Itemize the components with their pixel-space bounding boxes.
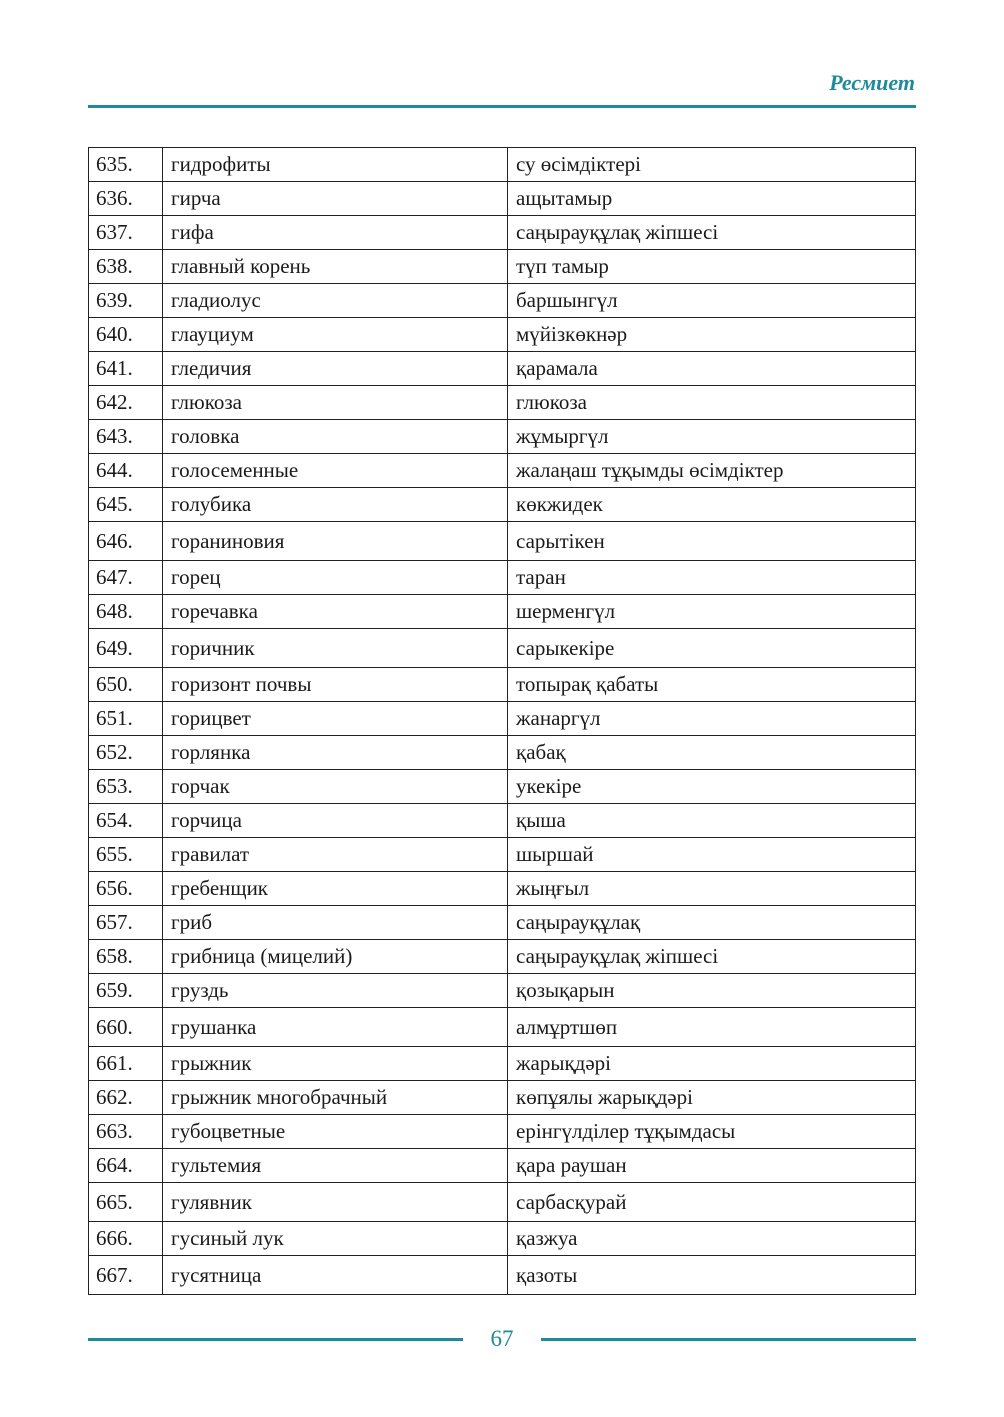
table-row xyxy=(89,420,916,454)
kazakh-term-cell: қарамала xyxy=(508,352,916,386)
kazakh-term-cell: сарытікен xyxy=(508,522,916,561)
russian-term-cell: голосеменные xyxy=(163,454,508,488)
russian-term-cell: горечавка xyxy=(163,595,508,629)
kazakh-term-cell: жанаргүл xyxy=(508,702,916,736)
kazakh-term-cell: шыршай xyxy=(508,838,916,872)
term-number-cell: 638. xyxy=(89,250,163,284)
term-number-cell: 647. xyxy=(89,561,163,595)
russian-term-cell: губоцветные xyxy=(163,1115,508,1149)
russian-term-cell: гравилат xyxy=(163,838,508,872)
term-number-cell: 667. xyxy=(89,1256,163,1295)
kazakh-term-cell: түп тамыр xyxy=(508,250,916,284)
page-number: 67 xyxy=(490,1326,514,1351)
table-row xyxy=(89,561,916,595)
table-row xyxy=(89,872,916,906)
russian-term-cell: гриб xyxy=(163,906,508,940)
russian-term-cell: гладиолус xyxy=(163,284,508,318)
russian-term-cell: грушанка xyxy=(163,1008,508,1047)
russian-term-cell: гультемия xyxy=(163,1149,508,1183)
glossary-table xyxy=(88,147,916,1295)
table-row xyxy=(89,906,916,940)
term-number-cell: 646. xyxy=(89,522,163,561)
kazakh-term-cell: баршынгүл xyxy=(508,284,916,318)
russian-term-cell: гулявник xyxy=(163,1183,508,1222)
term-number-cell: 658. xyxy=(89,940,163,974)
header-divider xyxy=(88,105,916,108)
term-number-cell: 661. xyxy=(89,1047,163,1081)
term-number-cell: 657. xyxy=(89,906,163,940)
term-number-cell: 660. xyxy=(89,1008,163,1047)
russian-term-cell: горицвет xyxy=(163,702,508,736)
table-row xyxy=(89,838,916,872)
kazakh-term-cell: алмұртшөп xyxy=(508,1008,916,1047)
kazakh-term-cell: саңырауқұлақ жіпшесі xyxy=(508,216,916,250)
table-row xyxy=(89,940,916,974)
kazakh-term-cell: мүйізкөкнәр xyxy=(508,318,916,352)
russian-term-cell: грыжник многобрачный xyxy=(163,1081,508,1115)
russian-term-cell: гидрофиты xyxy=(163,148,508,182)
kazakh-term-cell: қазоты xyxy=(508,1256,916,1295)
table-row xyxy=(89,702,916,736)
kazakh-term-cell: глюкоза xyxy=(508,386,916,420)
term-number-cell: 639. xyxy=(89,284,163,318)
term-number-cell: 636. xyxy=(89,182,163,216)
table-row xyxy=(89,1256,916,1295)
russian-term-cell: гирча xyxy=(163,182,508,216)
russian-term-cell: гусятница xyxy=(163,1256,508,1295)
russian-term-cell: главный корень xyxy=(163,250,508,284)
kazakh-term-cell: сарбасқурай xyxy=(508,1183,916,1222)
russian-term-cell: головка xyxy=(163,420,508,454)
term-number-cell: 635. xyxy=(89,148,163,182)
term-number-cell: 654. xyxy=(89,804,163,838)
term-number-cell: 655. xyxy=(89,838,163,872)
table-row xyxy=(89,770,916,804)
kazakh-term-cell: жалаңаш тұқымды өсімдіктер xyxy=(508,454,916,488)
term-number-cell: 643. xyxy=(89,420,163,454)
table-row xyxy=(89,736,916,770)
kazakh-term-cell: ерінгүлділер тұқымдасы xyxy=(508,1115,916,1149)
kazakh-term-cell: топырақ қабаты xyxy=(508,668,916,702)
footer-divider-right xyxy=(541,1338,916,1341)
term-number-cell: 645. xyxy=(89,488,163,522)
table-row xyxy=(89,629,916,668)
russian-term-cell: глюкоза xyxy=(163,386,508,420)
table-row xyxy=(89,488,916,522)
russian-term-cell: горчак xyxy=(163,770,508,804)
table-row xyxy=(89,284,916,318)
kazakh-term-cell: көпұялы жарықдәрі xyxy=(508,1081,916,1115)
russian-term-cell: гусиный лук xyxy=(163,1222,508,1256)
term-number-cell: 665. xyxy=(89,1183,163,1222)
russian-term-cell: грибница (мицелий) xyxy=(163,940,508,974)
russian-term-cell: грыжник xyxy=(163,1047,508,1081)
running-header-title: Ресмиет xyxy=(829,70,915,95)
kazakh-term-cell: укекіре xyxy=(508,770,916,804)
term-number-cell: 652. xyxy=(89,736,163,770)
table-row xyxy=(89,148,916,182)
kazakh-term-cell: жарықдәрі xyxy=(508,1047,916,1081)
kazakh-term-cell: жыңғыл xyxy=(508,872,916,906)
table-row xyxy=(89,974,916,1008)
kazakh-term-cell: көкжидек xyxy=(508,488,916,522)
kazakh-term-cell: қозықарын xyxy=(508,974,916,1008)
kazakh-term-cell: қыша xyxy=(508,804,916,838)
table-row xyxy=(89,352,916,386)
russian-term-cell: гифа xyxy=(163,216,508,250)
term-number-cell: 641. xyxy=(89,352,163,386)
kazakh-term-cell: таран xyxy=(508,561,916,595)
table-row xyxy=(89,1149,916,1183)
table-row xyxy=(89,1008,916,1047)
table-row xyxy=(89,318,916,352)
term-number-cell: 649. xyxy=(89,629,163,668)
kazakh-term-cell: саңырауқұлақ жіпшесі xyxy=(508,940,916,974)
russian-term-cell: гребенщик xyxy=(163,872,508,906)
kazakh-term-cell: қабақ xyxy=(508,736,916,770)
glossary-table-body xyxy=(89,148,916,1295)
russian-term-cell: горец xyxy=(163,561,508,595)
russian-term-cell: горичник xyxy=(163,629,508,668)
russian-term-cell: горизонт почвы xyxy=(163,668,508,702)
kazakh-term-cell: шерменгүл xyxy=(508,595,916,629)
kazakh-term-cell: жұмыргүл xyxy=(508,420,916,454)
table-row xyxy=(89,386,916,420)
kazakh-term-cell: саңырауқұлақ xyxy=(508,906,916,940)
table-row xyxy=(89,182,916,216)
table-row xyxy=(89,522,916,561)
term-number-cell: 664. xyxy=(89,1149,163,1183)
table-row xyxy=(89,1183,916,1222)
russian-term-cell: глауциум xyxy=(163,318,508,352)
russian-term-cell: гледичия xyxy=(163,352,508,386)
kazakh-term-cell: қазжуа xyxy=(508,1222,916,1256)
russian-term-cell: гораниновия xyxy=(163,522,508,561)
footer-divider-left xyxy=(88,1338,463,1341)
kazakh-term-cell: су өсімдіктері xyxy=(508,148,916,182)
table-row xyxy=(89,1047,916,1081)
term-number-cell: 651. xyxy=(89,702,163,736)
russian-term-cell: горлянка xyxy=(163,736,508,770)
term-number-cell: 640. xyxy=(89,318,163,352)
table-row xyxy=(89,668,916,702)
term-number-cell: 642. xyxy=(89,386,163,420)
term-number-cell: 662. xyxy=(89,1081,163,1115)
term-number-cell: 637. xyxy=(89,216,163,250)
kazakh-term-cell: ащытамыр xyxy=(508,182,916,216)
table-row xyxy=(89,1222,916,1256)
term-number-cell: 644. xyxy=(89,454,163,488)
table-row xyxy=(89,250,916,284)
term-number-cell: 659. xyxy=(89,974,163,1008)
russian-term-cell: голубика xyxy=(163,488,508,522)
term-number-cell: 656. xyxy=(89,872,163,906)
table-row xyxy=(89,804,916,838)
table-row xyxy=(89,1115,916,1149)
table-row xyxy=(89,454,916,488)
term-number-cell: 650. xyxy=(89,668,163,702)
kazakh-term-cell: сарыкекіре xyxy=(508,629,916,668)
russian-term-cell: горчица xyxy=(163,804,508,838)
table-row xyxy=(89,595,916,629)
term-number-cell: 666. xyxy=(89,1222,163,1256)
term-number-cell: 653. xyxy=(89,770,163,804)
table-row xyxy=(89,216,916,250)
term-number-cell: 648. xyxy=(89,595,163,629)
table-row xyxy=(89,1081,916,1115)
russian-term-cell: груздь xyxy=(163,974,508,1008)
term-number-cell: 663. xyxy=(89,1115,163,1149)
kazakh-term-cell: қара раушан xyxy=(508,1149,916,1183)
